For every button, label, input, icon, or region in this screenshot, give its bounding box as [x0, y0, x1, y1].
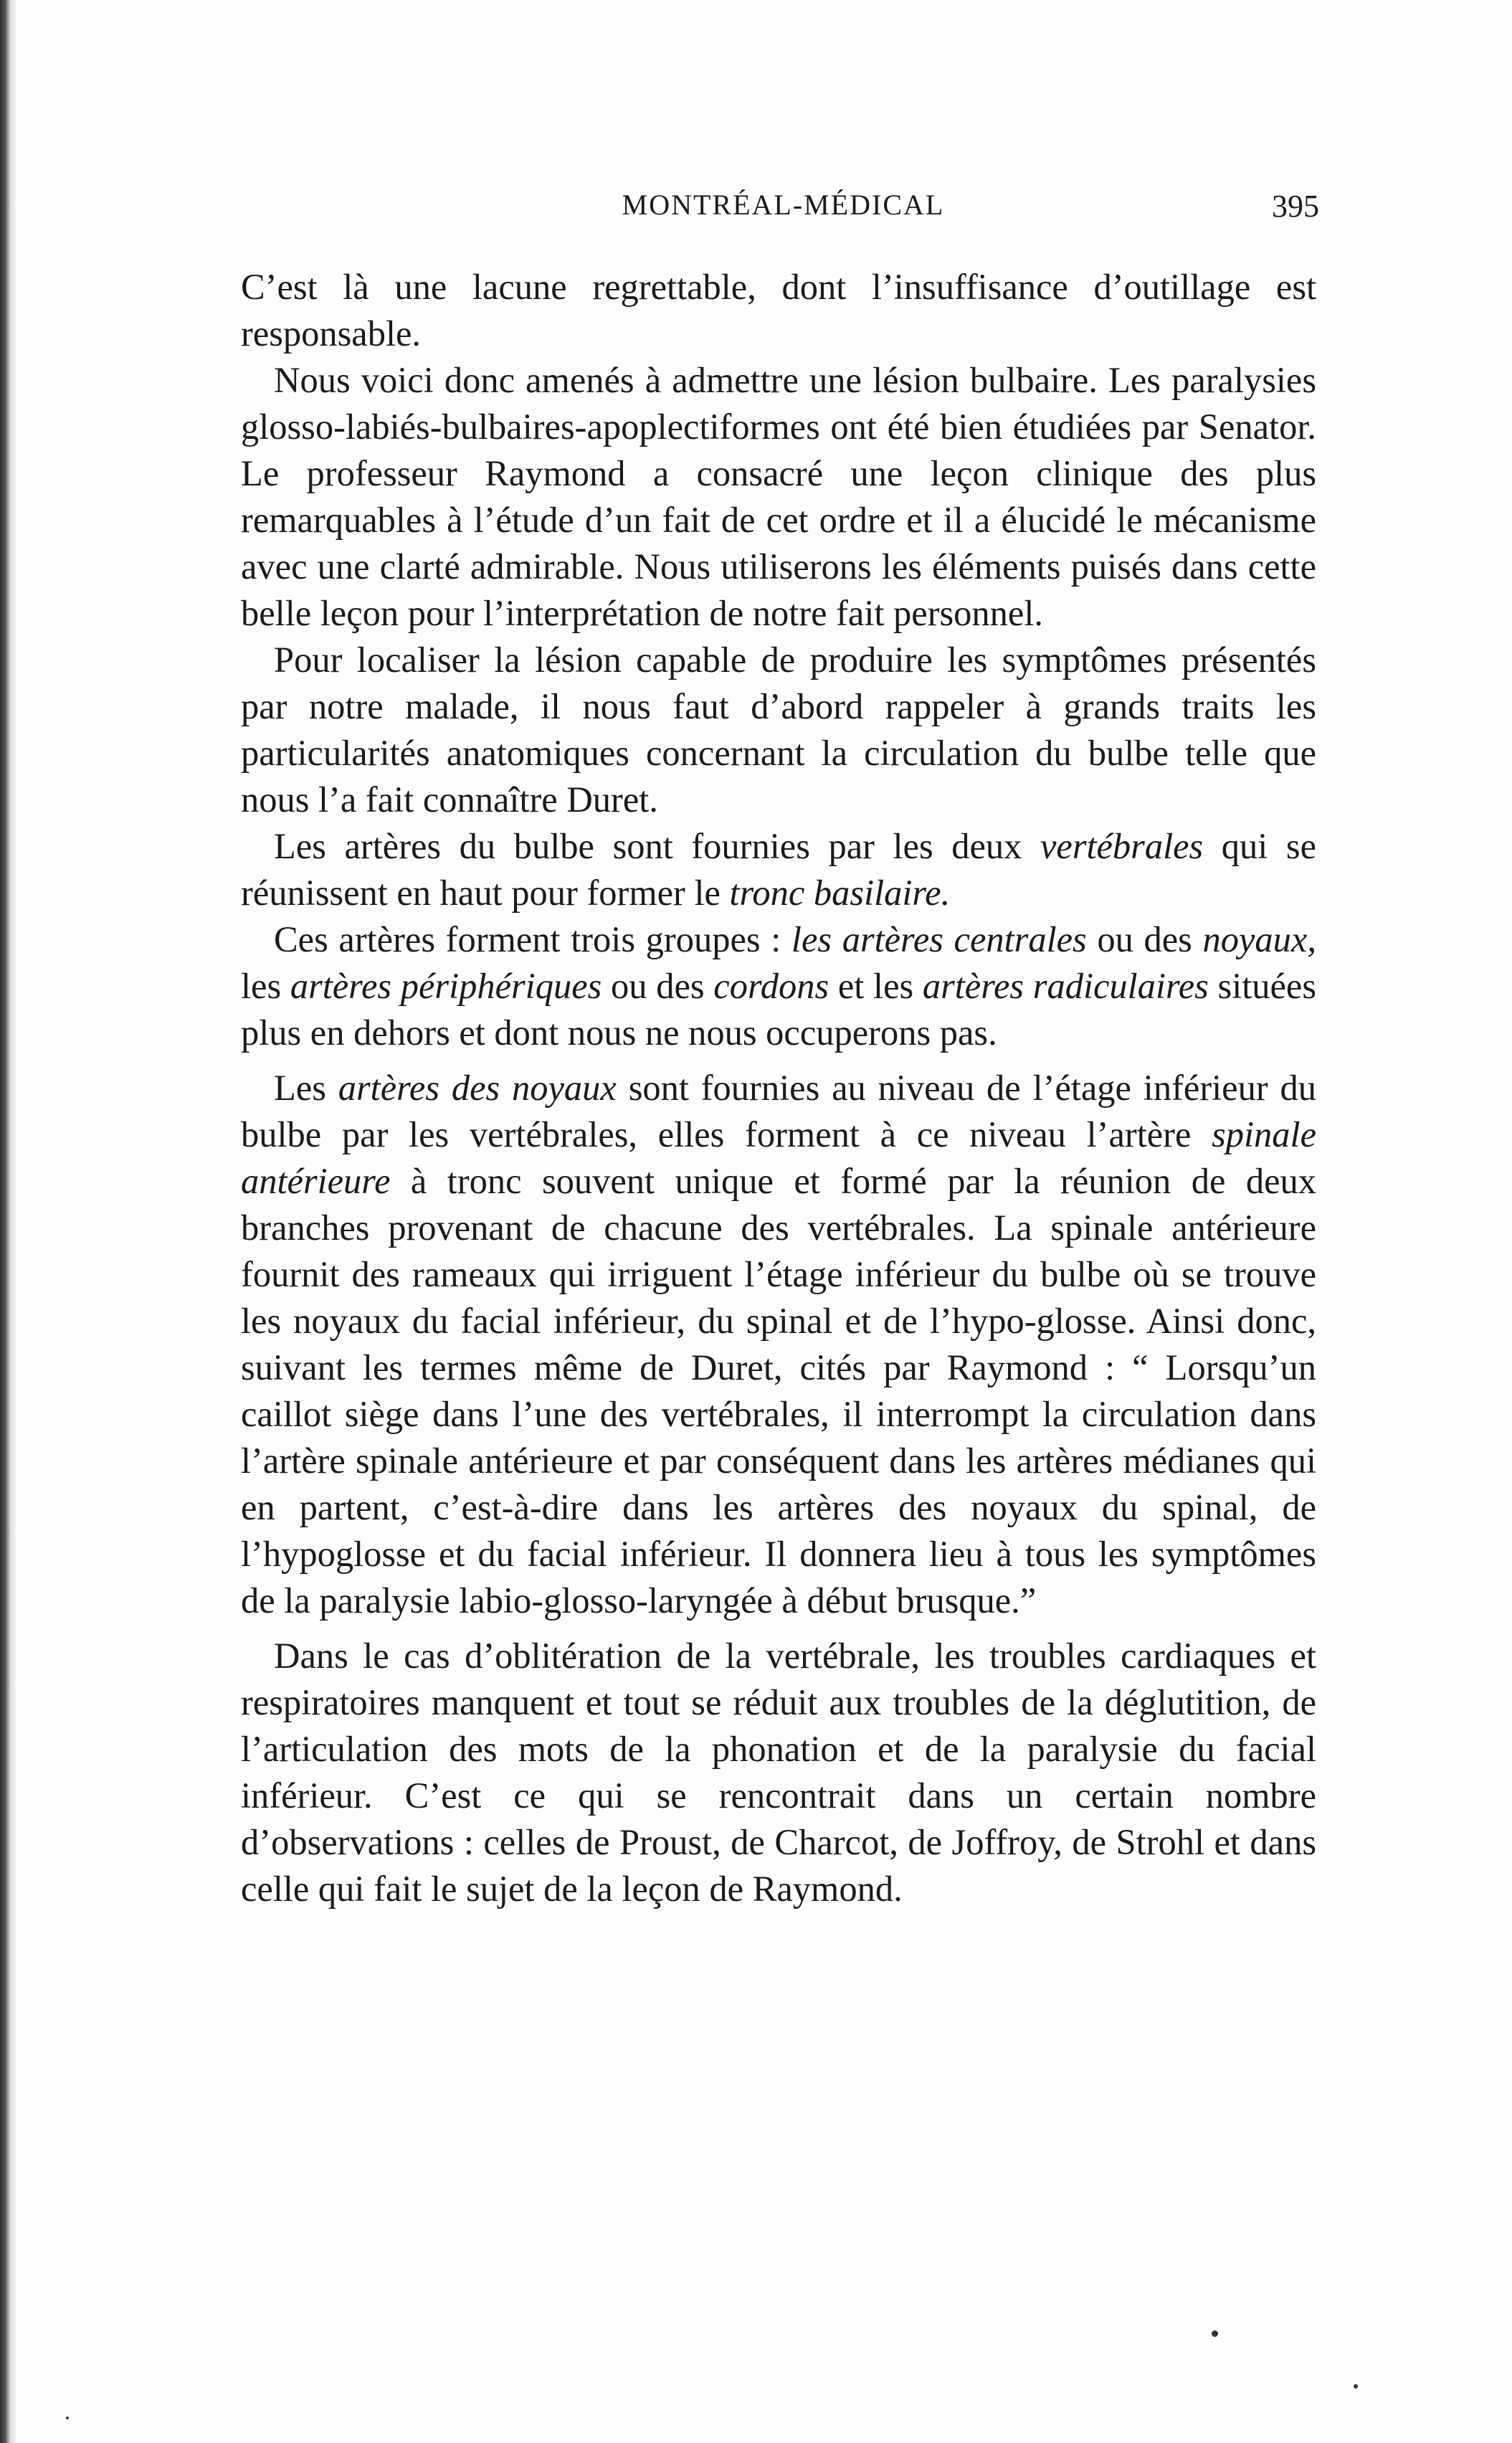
text-segment: Les artères du bulbe sont fournies par les deux [274, 826, 1040, 866]
italic-term: spinale antérieure [241, 1114, 1316, 1201]
italic-term: noyaux, [1202, 919, 1316, 959]
italic-term: les artères centrales [791, 919, 1087, 959]
text-segment: ou des [1086, 919, 1203, 959]
paragraph-2 [241, 357, 1316, 637]
text-segment: sont fournies au niveau de l’étage inférieur du bulbe par les vertébrales, elles forment à ce niveau l’artère [241, 1068, 1316, 1154]
text-segment: situées plus en dehors et dont nous ne nous occuperons pas. [241, 966, 1316, 1053]
paragraph-7 [241, 1633, 1316, 1912]
text-segment: C’est là une lacune regrettable, dont l’insuffisance d’outillage est responsable. [241, 267, 1316, 354]
text-segment: Dans le cas d’oblitération de la vertébrale, les troubles cardiaques et respiratoires manquent et tout se réduit aux troubles de la déglutition, de l’articulation des mots de la phonation et de la paralysie du facial inférieur. C’est ce qui se rencontrait dans un certain nombre d’observations : celles de Proust, de Charcot, de Joffroy, de Strohl et dans celle qui fait le sujet de la leçon de Raymond. [241, 1636, 1316, 1909]
running-title: MONTRÉAL-MÉDICAL [622, 189, 945, 221]
italic-term: tronc basilaire. [729, 873, 951, 913]
text-segment: Nous voici donc amenés à admettre une lésion bulbaire. Les paralysies glosso-labiés-bulbaires-apoplectiformes ont été bien étudiées par Senator. Le professeur Raymond a consacré une leçon clinique des plus remarquables à l’étude d’un fait de cet ordre et il a élucidé le mécanisme avec une clarté admirable. Nous utiliserons les éléments puisés dans cette belle leçon pour l’interprétation de notre fait personnel. [241, 360, 1316, 633]
text-segment: ou des [602, 966, 714, 1006]
body-text [241, 264, 1316, 1912]
text-segment: les [241, 966, 290, 1006]
text-segment: Ces artères forment trois groupes : [274, 919, 791, 959]
scan-speck [1354, 2384, 1358, 2389]
italic-term: artères des noyaux [338, 1068, 617, 1108]
paragraph-1 [241, 264, 1316, 357]
text-segment: qui se réunissent en haut pour former le [241, 826, 1316, 913]
text-segment: Pour localiser la lésion capable de produire les symptômes présentés par notre malade, il nous faut d’abord rappeler à grands traits les particularités anatomiques concernant la circulation du bulbe telle que nous l’a fait connaître Duret. [241, 640, 1316, 820]
paragraph-6 [241, 1065, 1316, 1624]
running-header [247, 188, 1319, 231]
page-number: 395 [1272, 189, 1319, 224]
text-segment: Les [274, 1068, 338, 1108]
italic-term: artères radiculaires [922, 966, 1209, 1006]
scan-speck [66, 2416, 69, 2419]
scan-page-edge [0, 0, 10, 2443]
paragraph-4 [241, 823, 1316, 916]
scan-speck [1212, 2330, 1218, 2337]
text-segment: et les [829, 966, 923, 1006]
italic-term: cordons [713, 966, 829, 1006]
scan-edge-shadow [10, 0, 17, 2443]
text-segment: à tronc souvent unique et formé par la réunion de deux branches provenant de chacune des vertébrales. La spinale antérieure fournit des rameaux qui irriguent l’étage inférieur du bulbe où se trouve les noyaux du facial inférieur, du spinal et de l’hypo-glosse. Ainsi donc, suivant les termes même de Duret, cités par Raymond : “ Lorsqu’un caillot siège dans l’une des vertébrales, il interrompt la circulation dans l’artère spinale antérieure et par conséquent dans les artères médianes qui en partent, c’est-à-dire dans les artères des noyaux du spinal, de l’hypoglosse et du facial inférieur. Il donnera lieu à tous les symptômes de la paralysie labio-glosso-laryngée à début brusque.” [241, 1161, 1316, 1621]
paragraph-3 [241, 637, 1316, 823]
italic-term: vertébrales [1040, 826, 1204, 866]
paragraph-5 [241, 916, 1316, 1056]
italic-term: artères périphériques [290, 966, 602, 1006]
